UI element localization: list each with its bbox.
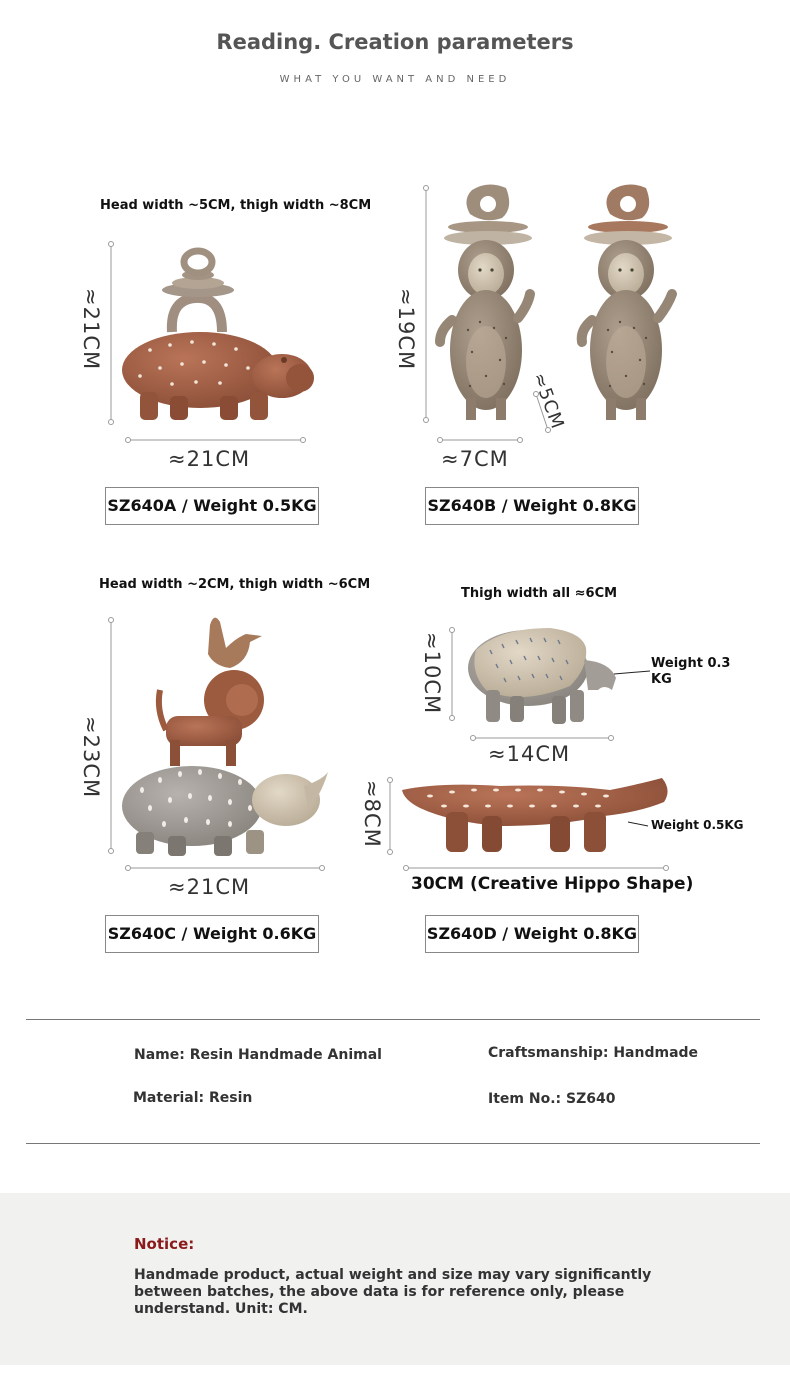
hippo-size-note: Head width ~5CM, thigh width ~8CM	[100, 198, 372, 213]
specs-bottom-divider	[26, 1143, 760, 1144]
monkey-model-code: SZ640B / Weight 0.8KG	[425, 487, 639, 525]
crocodile-weight-leader	[628, 822, 648, 826]
tapir-height-label: ≈10CM	[420, 632, 444, 715]
tapir-width-label: ≈14CM	[488, 742, 571, 766]
monkey-width-label: ≈7CM	[441, 447, 509, 471]
crocodile-weight-label: Weight 0.5KG	[651, 818, 744, 832]
monkey-depth-label: ≈5CM	[528, 370, 569, 433]
animal-stack-width-label: ≈21CM	[168, 875, 251, 899]
animal-stack-model-code: SZ640C / Weight 0.6KG	[105, 915, 319, 953]
spec-material: Material: Resin	[133, 1090, 253, 1106]
hippo-figurine	[122, 251, 314, 420]
hippo-height-label: ≈21CM	[79, 288, 103, 371]
animal-stack-figurine	[122, 618, 328, 856]
tapir-weight-label: Weight 0.3 KG	[651, 656, 731, 687]
monkey-figurine-left	[440, 184, 532, 420]
page-title: Reading. Creation parameters	[216, 30, 574, 54]
tapir-crocodile-model-code: SZ640D / Weight 0.8KG	[425, 915, 639, 953]
crocodile-figurine	[402, 778, 668, 852]
animal-stack-size-note: Head width ~2CM, thigh width ~6CM	[99, 577, 371, 592]
spec-item-number: Item No.: SZ640	[488, 1091, 616, 1107]
notice-title: Notice:	[134, 1235, 195, 1253]
monkey-figurine-right	[582, 184, 672, 420]
crocodile-length-label: 30CM (Creative Hippo Shape)	[411, 874, 694, 894]
page-subtitle: WHAT YOU WANT AND NEED	[279, 74, 511, 85]
tapir-crocodile-size-note: Thigh width all ≈6CM	[461, 586, 618, 601]
specs-top-divider	[26, 1019, 760, 1020]
spec-name: Name: Resin Handmade Animal	[134, 1047, 382, 1063]
tapir-weight-leader	[614, 671, 650, 674]
tapir-figurine	[468, 628, 616, 724]
hippo-model-code: SZ640A / Weight 0.5KG	[105, 487, 319, 525]
crocodile-height-label: ≈8CM	[360, 780, 384, 848]
animal-stack-height-label: ≈23CM	[79, 716, 103, 799]
notice-text: Handmade product, actual weight and size may vary significantly between batches, the above data is for reference only, please understand. Unit: CM.	[134, 1267, 652, 1317]
hippo-width-label: ≈21CM	[168, 447, 251, 471]
spec-craftsmanship: Craftsmanship: Handmade	[488, 1045, 699, 1061]
monkey-height-label: ≈19CM	[394, 288, 418, 371]
